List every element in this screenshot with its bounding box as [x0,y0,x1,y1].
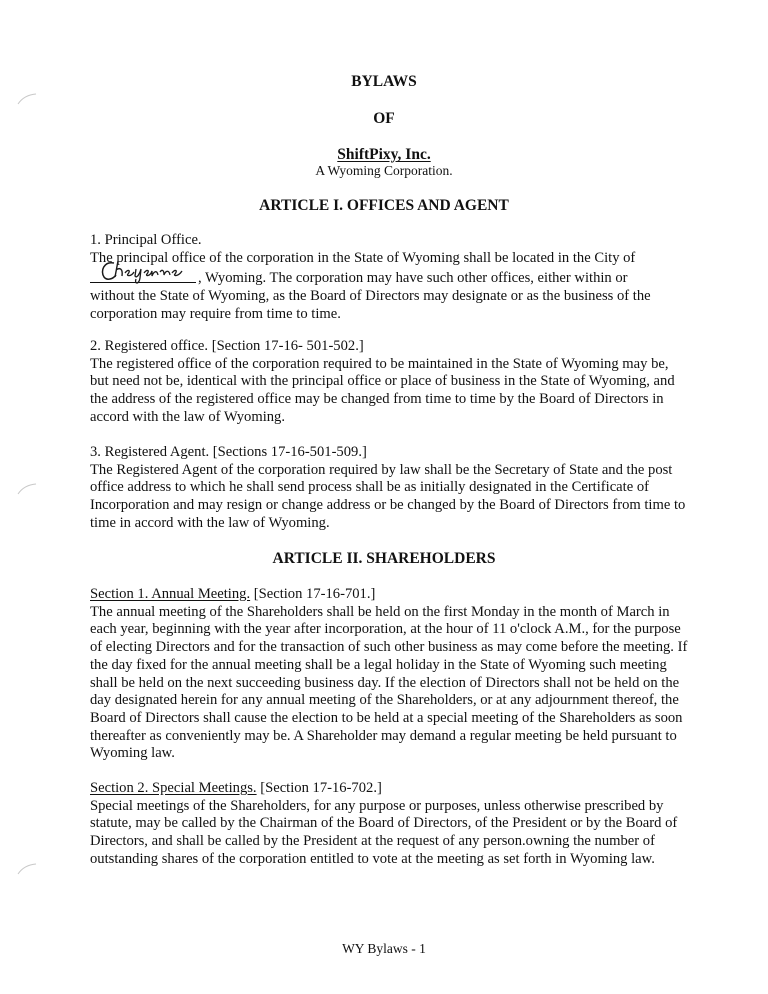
paragraph-body: without the State of Wyoming, as the Board of Directors may designate or as the business of the corporation may require from time to time. [90,288,651,322]
paragraph-body: The annual meeting of the Shareholders shall be held on the first Monday in the month of March in each year, beginning with the year after incorporation, at the hour of 11 o'clock A.M., for the purpose of electing Directors and for the transaction of such other business as may come before the meeting. If the day fixed for the annual meeting shall be a legal holiday in the State of Wyoming such meeting shall be held on the next succeeding business day. If the election of Directors shall not be held on the day designated herein for any annual meeting of the Shareholders, or at any adjournment thereof, the Board of Directors shall cause the election to be held at a special meeting of the Shareholders as soon thereafter as conveniently may be. A Shareholder may demand a regular meeting be held pursuant to Wyoming law. [90,603,688,762]
document-title: BYLAWS [351,73,417,90]
article-2-section-1 [90,586,690,763]
section-heading: 2. Registered office. [Section 17-16- 501-502.] [90,338,364,354]
section-heading: 1. Principal Office. [90,232,202,248]
paragraph-body: Special meetings of the Shareholders, for any purpose or purposes, unless otherwise prescribed by statute, may be called by the Chairman of the Board of Directors, of the President or by the Board of Directors, and shall be called by the President at the request of any person.owning the number of outstanding shares of the corporation entitled to vote at the meeting as set forth in Wyoming law. [90,797,678,867]
article-1-heading: ARTICLE I. OFFICES AND AGENT [259,197,509,214]
paragraph-body: The Registered Agent of the corporation required by law shall be the Secretary of State and the post office address to which he shall send process shall be as initially designated in the Certificate of Incorporation and may resign or change address or be changed by the Board of Directors from time to time in accord with the law of Wyoming. [90,461,686,531]
section-heading: Section 1. Annual Meeting. [Section 17-16-701.] [90,586,376,602]
article-2-section-2 [90,780,690,869]
margin-mark-icon [16,862,38,876]
paragraph-line: The principal office of the corporation in the State of Wyoming shall be located in the City of [90,249,636,266]
margin-mark-icon [16,482,38,496]
paragraph-line: , Wyoming. The corporation may have such other offices, either within or [90,267,690,288]
document-title-of: OF [373,110,395,127]
section-heading: Section 2. Special Meetings. [Section 17-16-702.] [90,780,382,796]
company-name: ShiftPixy, Inc. [337,146,431,163]
handwriting-icon [94,257,194,285]
handwritten-city [90,267,196,285]
article-1-section-2 [90,338,690,427]
margin-mark-icon [16,92,38,106]
company-description: A Wyoming Corporation. [315,163,453,178]
page-footer: WY Bylaws - 1 [342,941,426,956]
paragraph-body: The registered office of the corporation required to be maintained in the State of Wyoming may be, but need not be, identical with the principal office or place of business in the State of Wyoming, and the address of the registered office may be changed from time to time by the Board of Directors in accord with the law of Wyoming. [90,355,675,425]
article-1-section-1 [90,232,690,324]
section-heading: 3. Registered Agent. [Sections 17-16-501-509.] [90,444,367,460]
article-2-heading: ARTICLE II. SHAREHOLDERS [272,550,496,567]
article-1-section-3 [90,444,690,533]
